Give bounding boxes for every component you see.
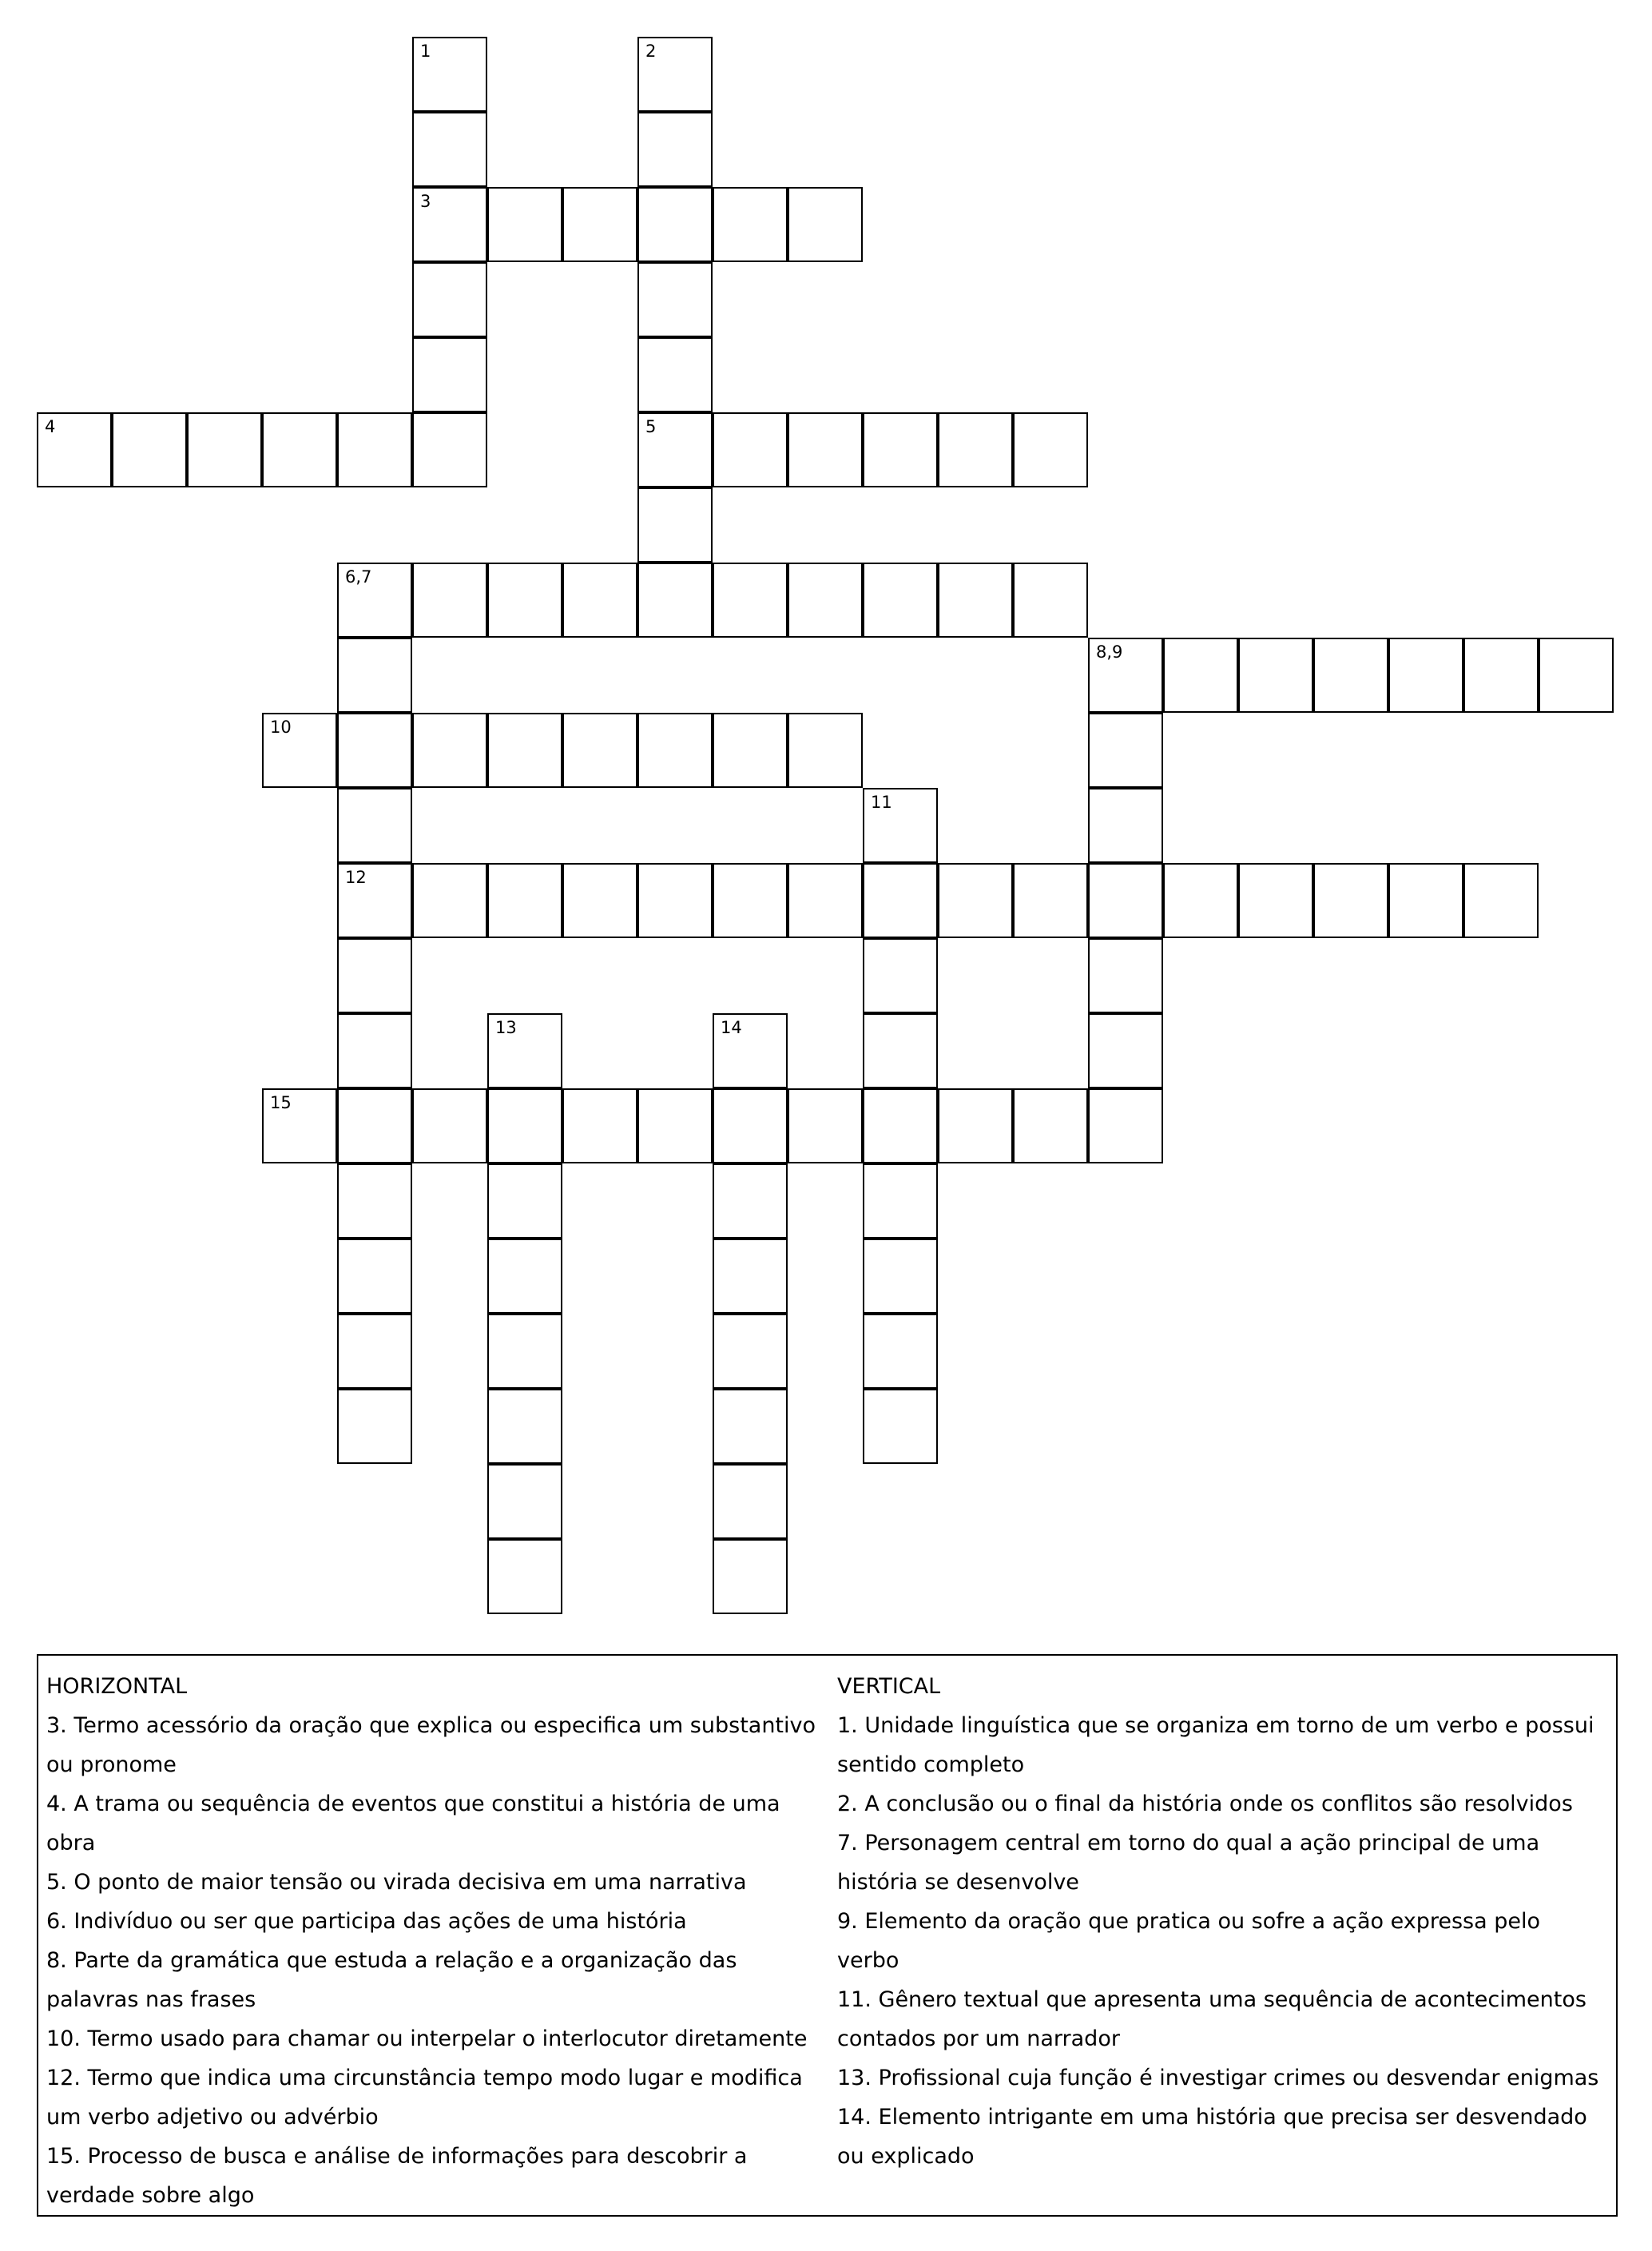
crossword-cell[interactable]	[1013, 563, 1088, 638]
crossword-cell[interactable]	[37, 412, 112, 487]
crossword-cell[interactable]	[337, 1314, 412, 1389]
clue-horizontal-5: 5. O ponto de maior tensão ou virada decisiva em uma narrativa	[46, 1870, 747, 1895]
crossword-cell[interactable]	[788, 863, 863, 938]
crossword-cell[interactable]	[1238, 638, 1313, 713]
crossword-cell[interactable]	[1238, 863, 1313, 938]
crossword-cell[interactable]	[337, 938, 412, 1013]
crossword-cell[interactable]	[487, 1539, 562, 1614]
crossword-cell[interactable]	[788, 187, 863, 262]
crossword-cell[interactable]	[713, 563, 788, 638]
cell-number: 11	[871, 793, 892, 812]
crossword-cell[interactable]	[1463, 638, 1539, 713]
crossword-cell[interactable]	[487, 187, 562, 262]
crossword-cell[interactable]	[1013, 412, 1088, 487]
clue-horizontal-12: 12. Termo que indica uma circunstância tempo modo lugar e modifica um verbo adjetivo ou advérbio	[46, 2066, 803, 2130]
crossword-cell[interactable]	[412, 713, 487, 788]
crossword-cell[interactable]	[938, 1088, 1013, 1163]
cell-number: 6,7	[345, 567, 372, 587]
crossword-cell[interactable]	[412, 1088, 487, 1163]
crossword-cell[interactable]	[1088, 1013, 1163, 1088]
clue-vertical-14: 14. Elemento intrigante em uma história que precisa ser desvendado ou explicado	[837, 2105, 1587, 2169]
clue-vertical-7: 7. Personagem central em torno do qual a ação principal de uma história se desenvolve	[837, 1831, 1540, 1895]
crossword-cell[interactable]	[337, 1163, 412, 1239]
crossword-cell[interactable]	[487, 1239, 562, 1314]
crossword-cell[interactable]	[337, 638, 412, 713]
vertical-clues	[837, 1667, 1604, 2176]
crossword-cell[interactable]	[1013, 863, 1088, 938]
crossword-cell[interactable]	[562, 563, 637, 638]
crossword-cell[interactable]	[713, 713, 788, 788]
crossword-cell[interactable]	[1163, 638, 1238, 713]
crossword-cell[interactable]	[863, 1239, 938, 1314]
crossword-cell[interactable]	[938, 863, 1013, 938]
crossword-cell[interactable]	[337, 788, 412, 863]
crossword-cell[interactable]	[863, 412, 938, 487]
crossword-cell[interactable]	[412, 863, 487, 938]
crossword-cell[interactable]	[863, 938, 938, 1013]
crossword-cell[interactable]	[863, 1389, 938, 1464]
cell-number: 10	[270, 718, 292, 737]
cell-number: 8,9	[1096, 642, 1123, 662]
crossword-cell[interactable]	[1313, 863, 1388, 938]
clue-vertical-1: 1. Unidade linguística que se organiza em torno de um verbo e possui sentido completo	[837, 1713, 1594, 1777]
crossword-cell[interactable]	[637, 713, 713, 788]
clue-horizontal-3: 3. Termo acessório da oração que explica ou especifica um substantivo ou pronome	[46, 1713, 816, 1777]
crossword-cell[interactable]	[637, 187, 713, 262]
crossword-cell[interactable]	[112, 412, 187, 487]
crossword-cell[interactable]	[487, 1389, 562, 1464]
vertical-title: VERTICAL	[837, 1674, 941, 1699]
crossword-cell[interactable]	[637, 37, 713, 112]
crossword-cell[interactable]	[713, 412, 788, 487]
crossword-cell[interactable]	[337, 1013, 412, 1088]
crossword-cell[interactable]	[337, 1389, 412, 1464]
crossword-cell[interactable]	[1163, 863, 1238, 938]
crossword-cell[interactable]	[788, 713, 863, 788]
crossword-cell[interactable]	[337, 863, 412, 938]
crossword-cell[interactable]	[487, 1464, 562, 1539]
crossword-cell[interactable]	[487, 563, 562, 638]
crossword-cell[interactable]	[713, 1464, 788, 1539]
crossword-cell[interactable]	[337, 713, 412, 788]
clue-horizontal-4: 4. A trama ou sequência de eventos que constitui a história de uma obra	[46, 1792, 780, 1855]
crossword-cell[interactable]	[487, 1163, 562, 1239]
cell-number: 15	[270, 1093, 292, 1112]
clue-horizontal-8: 8. Parte da gramática que estuda a relação e a organização das palavras nas frases	[46, 1948, 737, 2012]
crossword-cell[interactable]	[863, 1163, 938, 1239]
crossword-cell[interactable]	[562, 713, 637, 788]
crossword-cell[interactable]	[713, 1088, 788, 1163]
crossword-cell[interactable]	[412, 262, 487, 337]
crossword-cell[interactable]	[863, 563, 938, 638]
crossword-cell[interactable]	[863, 1088, 938, 1163]
crossword-cell[interactable]	[637, 487, 713, 563]
clue-horizontal-15: 15. Processo de busca e análise de informações para descobrir a verdade sobre algo	[46, 2144, 748, 2208]
clue-vertical-11: 11. Gênero textual que apresenta uma sequência de acontecimentos contados por um narrador	[837, 1987, 1586, 2051]
clue-vertical-9: 9. Elemento da oração que pratica ou sofre a ação expressa pelo verbo	[837, 1909, 1541, 1973]
cell-number: 1	[420, 42, 431, 61]
cell-number: 4	[45, 417, 56, 436]
crossword-cell[interactable]	[337, 1088, 412, 1163]
crossword-cell[interactable]	[487, 863, 562, 938]
crossword-cell[interactable]	[562, 863, 637, 938]
crossword-cell[interactable]	[637, 1088, 713, 1163]
crossword-cell[interactable]	[938, 412, 1013, 487]
clue-vertical-2: 2. A conclusão ou o final da história onde os conflitos são resolvidos	[837, 1792, 1573, 1816]
crossword-cell[interactable]	[863, 1013, 938, 1088]
crossword-cell[interactable]	[788, 1088, 863, 1163]
crossword-cell[interactable]	[713, 1314, 788, 1389]
crossword-cell[interactable]	[713, 863, 788, 938]
cell-number: 12	[345, 868, 367, 887]
crossword-cell[interactable]	[412, 412, 487, 487]
crossword-cell[interactable]	[637, 337, 713, 412]
crossword-cell[interactable]	[562, 187, 637, 262]
crossword-cell[interactable]	[863, 863, 938, 938]
crossword-cell[interactable]	[713, 1389, 788, 1464]
cell-number: 5	[645, 417, 657, 436]
crossword-cell[interactable]	[1088, 788, 1163, 863]
crossword-cell[interactable]	[187, 412, 262, 487]
crossword-cell[interactable]	[562, 1088, 637, 1163]
crossword-cell[interactable]	[487, 1314, 562, 1389]
crossword-cell[interactable]	[1013, 1088, 1088, 1163]
crossword-cell[interactable]	[412, 563, 487, 638]
crossword-cell[interactable]	[863, 788, 938, 863]
crossword-cell[interactable]	[1463, 863, 1539, 938]
crossword-cell[interactable]	[1313, 638, 1388, 713]
clue-horizontal-10: 10. Termo usado para chamar ou interpelar o interlocutor diretamente	[46, 2026, 808, 2051]
horizontal-clues	[46, 1667, 833, 2215]
crossword-cell[interactable]	[788, 563, 863, 638]
crossword-cell[interactable]	[487, 713, 562, 788]
crossword-cell[interactable]	[1539, 638, 1614, 713]
crossword-cell[interactable]	[412, 112, 487, 187]
horizontal-title: HORIZONTAL	[46, 1674, 188, 1699]
crossword-cell[interactable]	[713, 187, 788, 262]
crossword-cell[interactable]	[1088, 863, 1163, 938]
crossword-cell[interactable]	[637, 863, 713, 938]
crossword-cell[interactable]	[1088, 938, 1163, 1013]
clue-horizontal-6: 6. Indivíduo ou ser que participa das ações de uma história	[46, 1909, 687, 1934]
crossword-cell[interactable]	[1088, 713, 1163, 788]
crossword-cell[interactable]	[487, 1088, 562, 1163]
cell-number: 13	[495, 1018, 517, 1037]
crossword-cell[interactable]	[1388, 638, 1463, 713]
crossword-cell[interactable]	[487, 1013, 562, 1088]
crossword-cell[interactable]	[337, 1239, 412, 1314]
crossword-cell[interactable]	[262, 412, 337, 487]
crossword-cell[interactable]	[713, 1163, 788, 1239]
crossword-cell[interactable]	[788, 412, 863, 487]
crossword-cell[interactable]	[713, 1239, 788, 1314]
crossword-cell[interactable]	[262, 1088, 337, 1163]
clues-box	[37, 1654, 1618, 2217]
cell-number: 14	[721, 1018, 742, 1037]
cell-number: 2	[645, 42, 657, 61]
crossword-cell[interactable]	[1088, 1088, 1163, 1163]
crossword-cell[interactable]	[637, 112, 713, 187]
crossword-cell[interactable]	[1088, 638, 1163, 713]
crossword-cell[interactable]	[713, 1013, 788, 1088]
cell-number: 3	[420, 192, 431, 211]
crossword-cell[interactable]	[1388, 863, 1463, 938]
crossword-cell[interactable]	[713, 1539, 788, 1614]
crossword-cell[interactable]	[337, 563, 412, 638]
crossword-cell[interactable]	[262, 713, 337, 788]
crossword-cell[interactable]	[412, 187, 487, 262]
crossword-cell[interactable]	[637, 262, 713, 337]
crossword-cell[interactable]	[412, 37, 487, 112]
crossword-cell[interactable]	[938, 563, 1013, 638]
clue-vertical-13: 13. Profissional cuja função é investigar crimes ou desvendar enigmas	[837, 2066, 1599, 2090]
crossword-cell[interactable]	[637, 412, 713, 487]
crossword-cell[interactable]	[412, 337, 487, 412]
crossword-cell[interactable]	[337, 412, 412, 487]
crossword-cell[interactable]	[863, 1314, 938, 1389]
crossword-cell[interactable]	[637, 563, 713, 638]
